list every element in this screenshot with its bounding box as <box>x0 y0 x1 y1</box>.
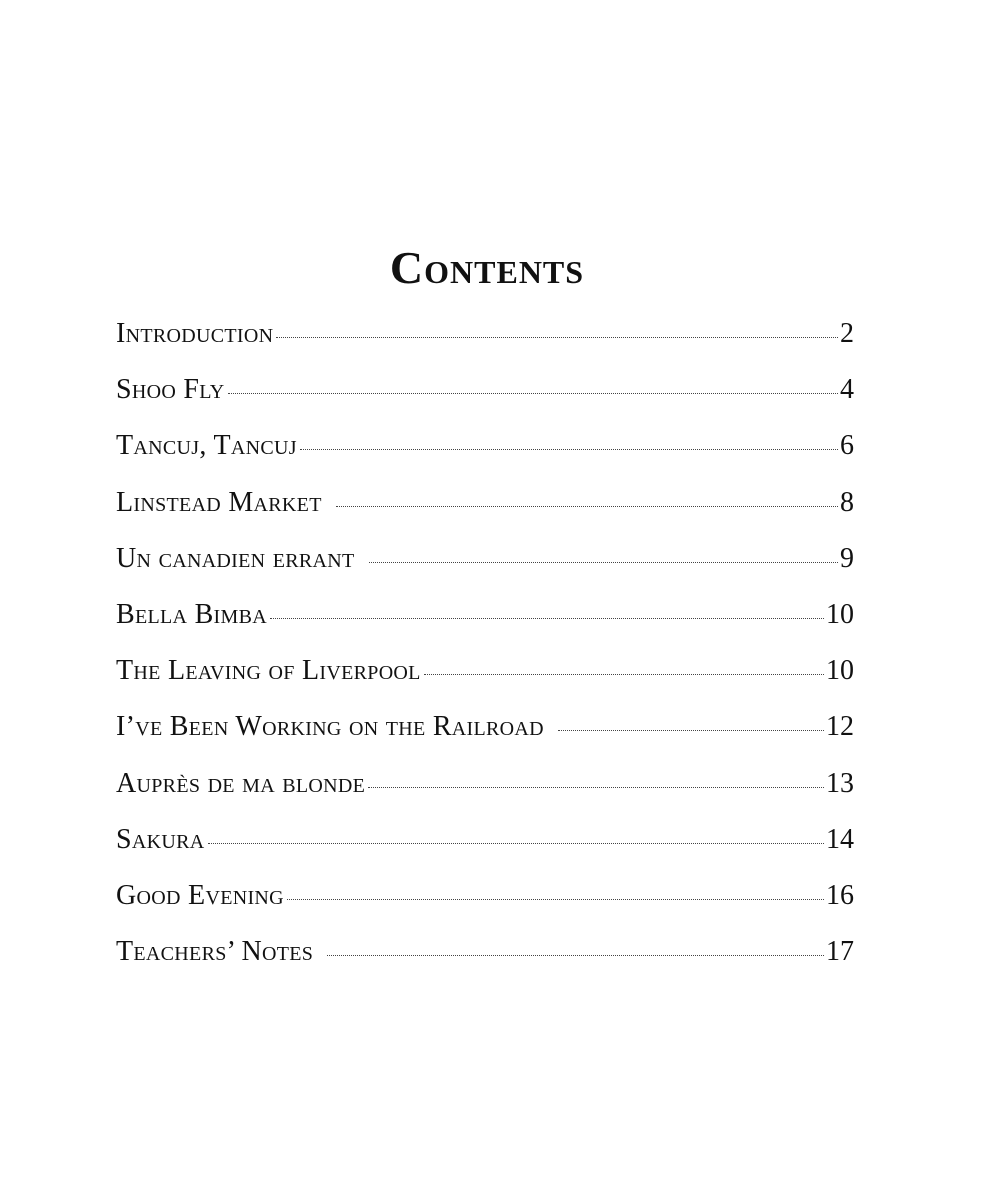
toc-entry-page-number: 13 <box>826 767 854 799</box>
toc-entry-introduction[interactable] <box>116 318 854 374</box>
table-of-contents <box>116 318 854 992</box>
dot-leader <box>270 617 824 619</box>
toc-entry-title: Teachers’ Notes <box>116 936 314 968</box>
toc-entry-page-number: 9 <box>840 542 854 574</box>
dot-leader <box>276 336 838 338</box>
dot-leader <box>300 448 838 450</box>
toc-entry-title: The Leaving of Liverpool <box>116 655 421 687</box>
dot-leader <box>228 392 838 394</box>
toc-entry-bella-bimba[interactable] <box>116 599 854 655</box>
toc-entry-page-number: 6 <box>840 430 854 462</box>
toc-entry-page-number: 16 <box>826 879 854 911</box>
dot-leader <box>368 786 824 788</box>
dot-leader <box>558 729 824 731</box>
toc-entry-title: Shoo Fly <box>116 374 225 406</box>
toc-entry-page-number: 10 <box>826 655 854 687</box>
dot-leader <box>369 561 839 563</box>
toc-entry-title: Tancuj, Tancuj <box>116 430 297 462</box>
toc-entry-page-number: 8 <box>840 486 854 518</box>
dot-leader <box>287 898 824 900</box>
page-title: Contents <box>389 241 585 293</box>
toc-entry-page-number: 10 <box>826 598 854 630</box>
dot-leader <box>327 954 824 956</box>
toc-entry-linstead-market[interactable] <box>116 487 854 543</box>
toc-entry-title: Un canadien errant <box>116 542 355 574</box>
toc-entry-shoo-fly[interactable] <box>116 374 854 430</box>
toc-entry-the-leaving-of-liverpool[interactable] <box>116 655 854 711</box>
toc-entry-title: I’ve Been Working on the Railroad <box>116 711 544 743</box>
toc-entry-page-number: 4 <box>840 374 854 406</box>
toc-entry-page-number: 14 <box>826 823 854 855</box>
toc-entry-page-number: 17 <box>826 936 854 968</box>
toc-entry-title: Linstead Market <box>116 486 322 518</box>
toc-entry-teachers-notes[interactable] <box>116 936 854 992</box>
toc-entry-aupres-de-ma-blonde[interactable] <box>116 768 854 824</box>
dot-leader <box>424 673 824 675</box>
toc-entry-un-canadien-errant[interactable] <box>116 543 854 599</box>
toc-entry-page-number: 2 <box>840 318 854 349</box>
toc-entry-page-number: 12 <box>826 711 854 743</box>
toc-entry-title: Sakura <box>116 823 205 855</box>
toc-entry-title: Bella Bimba <box>116 598 267 630</box>
dot-leader <box>208 842 825 844</box>
dot-leader <box>336 505 838 507</box>
toc-entry-title: Good Evening <box>116 879 284 911</box>
toc-entry-railroad[interactable] <box>116 711 854 767</box>
toc-entry-tancuj-tancuj[interactable] <box>116 430 854 486</box>
toc-entry-sakura[interactable] <box>116 824 854 880</box>
toc-entry-title: Auprès de ma blonde <box>116 767 366 799</box>
toc-entry-title: Introduction <box>116 318 274 349</box>
toc-entry-good-evening[interactable] <box>116 880 854 936</box>
